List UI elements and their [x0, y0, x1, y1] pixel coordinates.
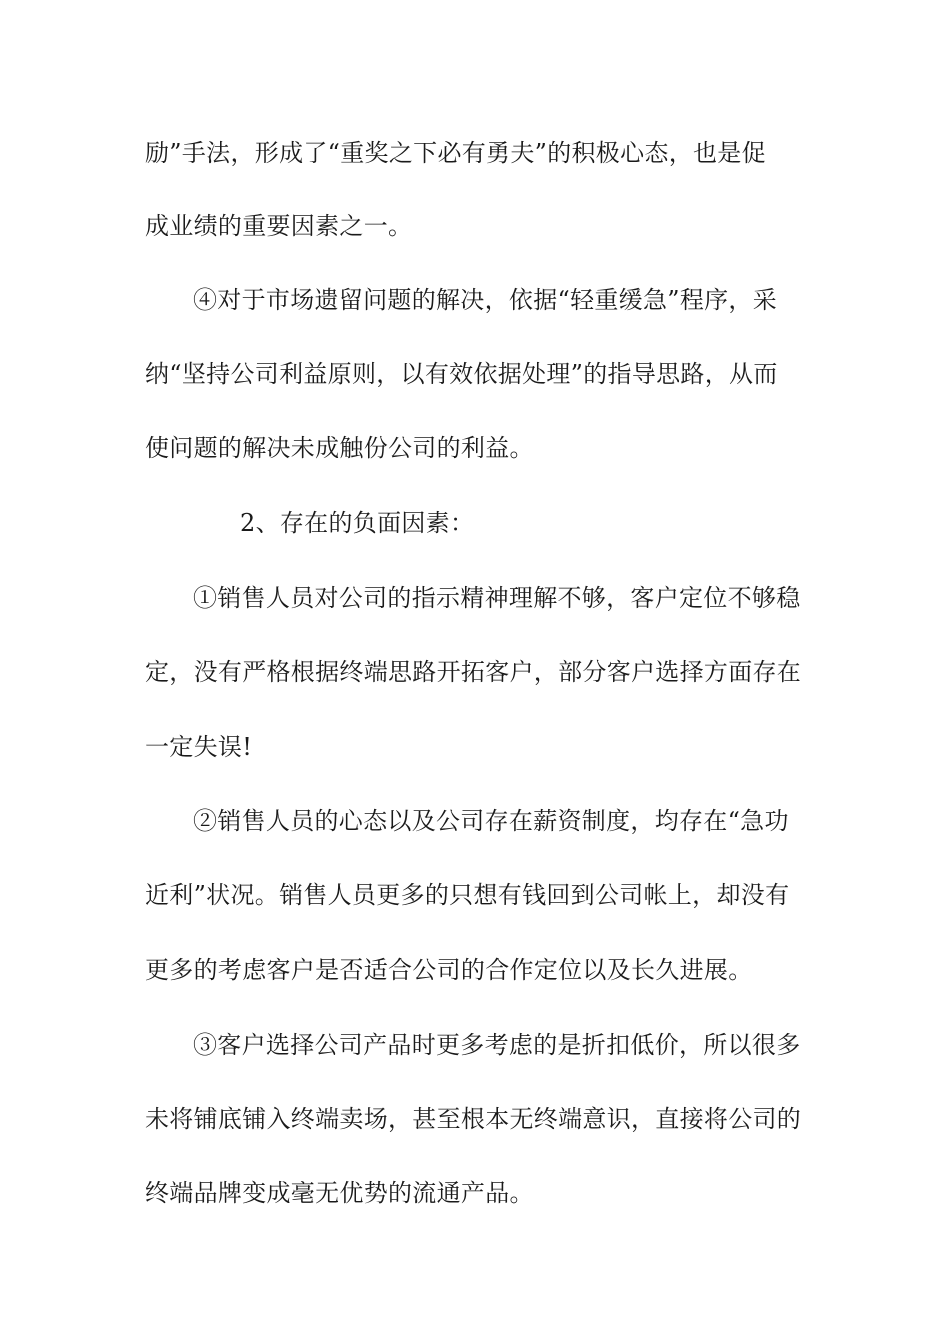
text-line: 未将铺底铺入终端卖场，甚至根本无终端意识，直接将公司的: [145, 1105, 802, 1133]
text-line: 近利”状况。销售人员更多的只想有钱回到公司帐上，却没有: [145, 881, 790, 909]
text-line: 更多的考虑客户是否适合公司的合作定位以及长久进展。: [145, 956, 753, 984]
text-line: 纳“坚持公司利益原则，以有效依据处理”的指导思路，从而: [145, 360, 778, 388]
text-line: 使问题的解决未成触份公司的利益。: [145, 434, 534, 462]
text-line: 终端品牌变成毫无优势的流通产品。: [145, 1179, 534, 1207]
text-line: 定，没有严格根据终端思路开拓客户，部分客户选择方面存在: [145, 658, 802, 686]
paragraph-start-line: ④对于市场遗留问题的解决，依据“轻重缓急”程序，采: [193, 286, 778, 314]
paragraph-start-line: ③客户选择公司产品时更多考虑的是折扣低价，所以很多: [193, 1031, 801, 1059]
text-line: 成业绩的重要因素之一。: [145, 212, 413, 240]
text-line: 励”手法，形成了“重奖之下必有勇夫”的积极心态，也是促: [145, 139, 766, 167]
section-heading: 2、存在的负面因素：: [240, 509, 475, 537]
text-line: 一定失误!: [145, 733, 253, 761]
paragraph-start-line: ①销售人员对公司的指示精神理解不够，客户定位不够稳: [193, 584, 801, 612]
paragraph-start-line: ②销售人员的心态以及公司存在薪资制度，均存在“急功: [193, 807, 789, 835]
